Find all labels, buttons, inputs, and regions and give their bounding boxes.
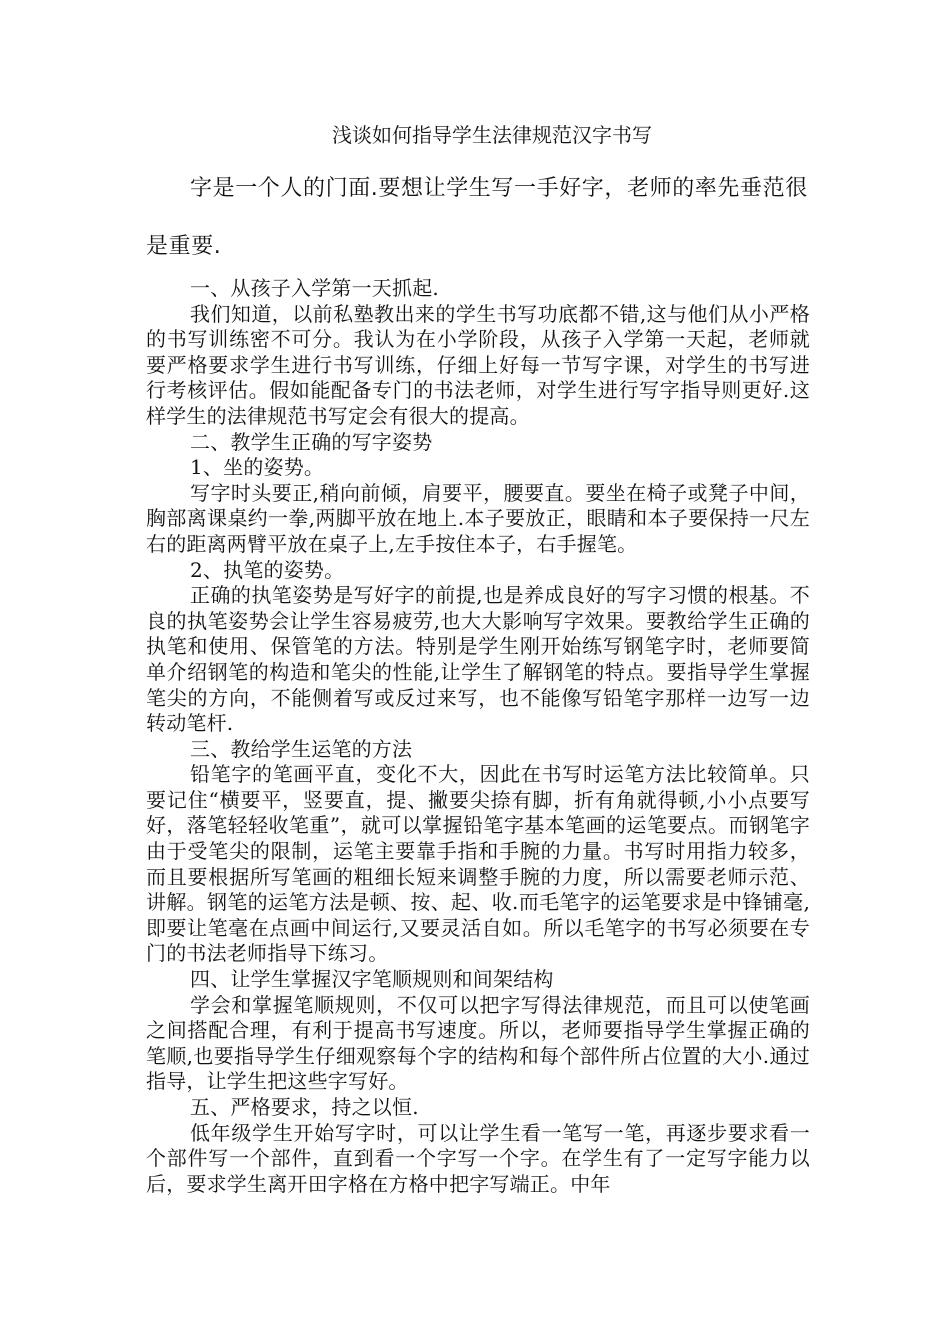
body-paragraph: 我们知道，以前私塾教出来的学生书写功底都不错,这与他们从小严格的书写训练密不可分。我认为在小学阶段，从孩子入学第一天起，老师就要严格要求学生进行书写训练，仔细上好每一节写字课，对学生的书写进行考核评估。假如能配备专门的书法老师，对学生进行写字指导则更好.这样学生的法律规范书写定会有很大的提高。 (146, 301, 810, 428)
body-paragraph: 写字时头要正,稍向前倾，肩要平，腰要直。要坐在椅子或凳子中间，胸部离课桌约一拳,两脚平放在地上.本子要放正，眼睛和本子要保持一尺左右的距离两臂平放在桌子上,左手按住本子，右手握笔。 (146, 480, 810, 556)
body-paragraph: 低年级学生开始写字时，可以让学生看一笔写一笔，再逐步要求看一个部件写一个部件，直到看一个字写一个字。在学生有了一定写字能力以后，要求学生离开田字格在方格中把字写端正。中年 (146, 1120, 810, 1196)
body-paragraph: 学会和掌握笔顺规则，不仅可以把字写得法律规范，而且可以使笔画之间搭配合理，有利于提高书写速度。所以，老师要指导学生掌握正确的笔顺,也要指导学生仔细观察每个字的结构和每个部件所占位置的大小.通过指导，让学生把这些字写好。 (146, 992, 810, 1094)
section-heading: 五、严格要求，持之以恒. (190, 1095, 419, 1119)
document-title: 浅谈如何指导学生法律规范汉字书写 (332, 123, 652, 147)
document-content (146, 118, 810, 1197)
lead-paragraph: 字是一个人的门面.要想让学生写一手好字，老师的率先垂范很是重要. (146, 176, 808, 259)
subsection-heading: 2、执笔的姿势。 (190, 557, 345, 582)
body-paragraph: 正确的执笔姿势是写好字的前提,也是养成良好的写字习惯的根基。不良的执笔姿势会让学生容易疲劳,也大大影响写字效果。要教给学生正确的执笔和使用、保管笔的方法。特别是学生刚开始练写钢笔字时，老师要简单介绍钢笔的构造和笔尖的性能,让学生了解钢笔的特点。要指导学生掌握笔尖的方向，不能侧着写或反过来写，也不能像写铅笔字那样一边写一边转动笔杆. (146, 583, 810, 736)
body-paragraph: 铅笔字的笔画平直，变化不大，因此在书写时运笔方法比较简单。只要记住“横要平，竖要直，提、撇要尖捺有脚，折有角就得顿,小小点要写好，落笔轻轻收笔重”，就可以掌握铅笔字基本笔画的运笔要点。而钢笔字由于受笔尖的限制，运笔主要靠手指和手腕的力量。书写时用指力较多，而且要根据所写笔画的粗细长短来调整手腕的力度，所以需要老师示范、讲解。钢笔的运笔方法是顿、按、起、收.而毛笔字的运笔要求是中锋铺毫,即要让笔毫在点画中间运行,又要灵活自如。所以毛笔字的书写必须要在专门的书法老师指导下练习。 (146, 762, 810, 966)
section-heading: 四、让学生掌握汉字笔顺规则和间架结构 (190, 967, 554, 992)
section-heading: 二、教学生正确的写字姿势 (190, 429, 433, 454)
section-heading: 一、从孩子入学第一天抓起. (190, 276, 439, 300)
subsection-heading: 1、坐的姿势。 (190, 455, 325, 480)
section-heading: 三、教给学生运笔的方法 (190, 736, 413, 761)
